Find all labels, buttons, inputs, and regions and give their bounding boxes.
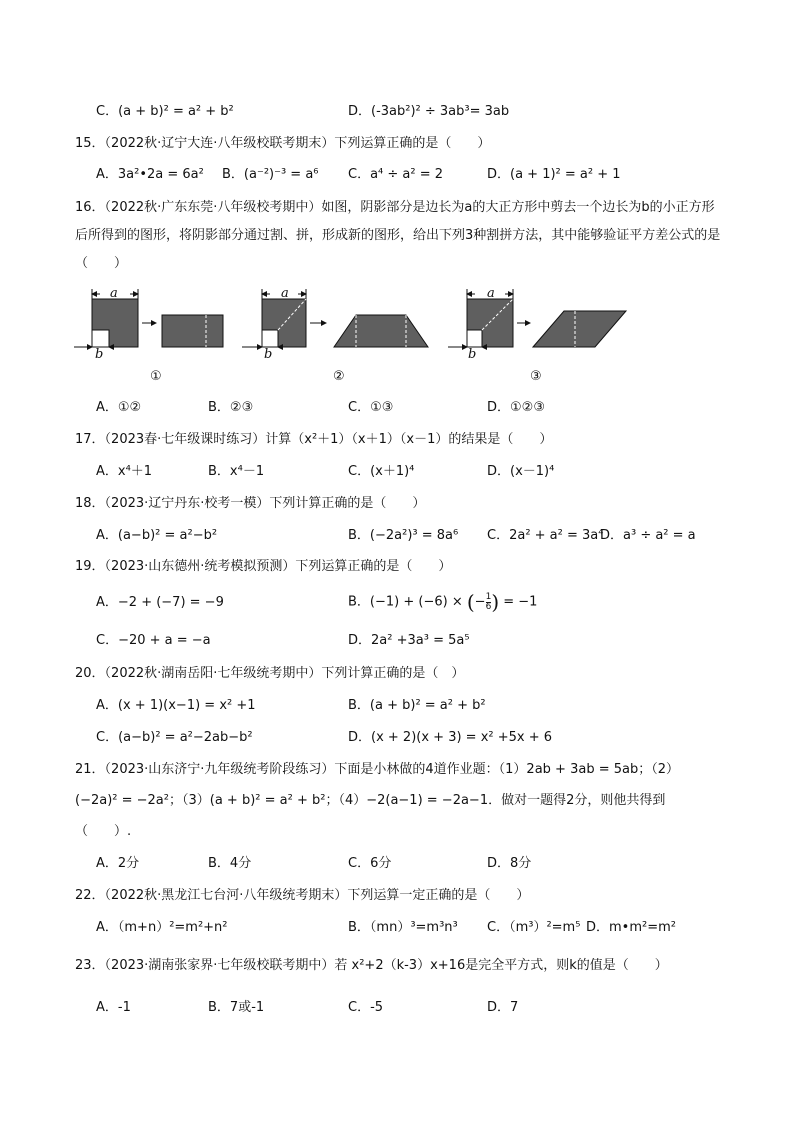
q20-stem: 20．（2022秋·湖南岳阳·七年级统考期中）下列计算正确的是（ ） — [75, 666, 465, 681]
fraction-denominator: 6 — [485, 601, 492, 612]
q18-option-b: B．(−2a²)³ = 8a⁶ — [348, 528, 459, 543]
fig1-label-a: a — [110, 286, 118, 301]
q23-stem: 23．（2023·湖南张家界·七年级校联考期中）若 x²+2（k-3）x+16是完全平方式，则k的值是（ ） — [75, 958, 668, 973]
q17-option-c: C．(x＋1)⁴ — [348, 464, 415, 479]
q18-option-c: C．2a² + a² = 3a⁴ — [487, 528, 604, 543]
q16-figure-3 — [448, 289, 626, 347]
q18-option-d: D．a³ ÷ a² = a — [600, 528, 696, 543]
q16-figures — [70, 285, 650, 375]
q21-option-b: B．4分 — [208, 856, 252, 871]
result-parallelogram — [533, 311, 626, 347]
fig3-label-a: a — [487, 286, 495, 301]
q15-option-b: B．(a⁻²)⁻³ = a⁶ — [222, 167, 319, 182]
cut-square — [92, 330, 109, 347]
fig-label-1: ① — [150, 369, 162, 384]
q23-option-a: A．-1 — [96, 1000, 131, 1015]
fig-label-3: ③ — [530, 369, 542, 384]
q21-option-c: C．6分 — [348, 856, 392, 871]
cut-square — [467, 330, 482, 347]
q20-option-c: C．(a−b)² = a²−2ab−b² — [96, 730, 253, 745]
q17-option-d: D．(x－1)⁴ — [487, 464, 555, 479]
q15-option-d: D．(a + 1)² = a² + 1 — [487, 167, 621, 182]
q19-option-b-suffix: = −1 — [503, 594, 538, 610]
q15-option-a: A．3a²•2a = 6a² — [96, 167, 204, 182]
q21-option-a: A．2分 — [96, 856, 140, 871]
q14-option-c: C．(a + b)² = a² + b² — [96, 104, 234, 119]
q20-option-b: B．(a + b)² = a² + b² — [348, 698, 486, 713]
q22-option-d: D．m•m²=m² — [586, 920, 676, 935]
q16-option-b: B．②③ — [208, 400, 254, 415]
q22-option-c: C．（m³）²=m⁵ — [487, 920, 581, 935]
fig2-label-b: b — [264, 347, 273, 362]
q16-option-d: D．①②③ — [487, 400, 545, 415]
q20-option-a: A．(x + 1)(x−1) = x² +1 — [96, 698, 256, 713]
q22-option-a: A．（m+n）²=m²+n² — [96, 920, 228, 935]
q19-stem: 19．（2023·山东德州·统考模拟预测）下列运算正确的是（ ） — [75, 559, 452, 574]
q23-option-c: C．-5 — [348, 1000, 384, 1015]
q15-option-c: C．a⁴ ÷ a² = 2 — [348, 167, 444, 182]
fig1-label-b: b — [95, 347, 104, 362]
q23-option-d: D．7 — [487, 1000, 519, 1015]
q17-option-b: B．x⁴－1 — [208, 464, 265, 479]
q20-option-d: D．(x + 2)(x + 3) = x² +5x + 6 — [348, 730, 553, 745]
cut-square — [262, 330, 278, 347]
result-trapezoid — [334, 315, 428, 347]
q23-option-b: B．7或-1 — [208, 1000, 265, 1015]
q19-option-a: A．−2 + (−7) = −9 — [96, 595, 224, 610]
q21-stem-line2: (−2a)² = −2a²；（3）(a + b)² = a² + b²；（4）−2(a−1) = −2a−1．做对一题得2分，则他共得到 — [75, 793, 666, 808]
q15-stem: 15．（2022秋·辽宁大连·八年级校联考期末）下列运算正确的是（ ） — [75, 136, 491, 151]
q18-option-a: A．(a−b)² = a²−b² — [96, 528, 218, 543]
fig2-label-a: a — [281, 286, 289, 301]
result-rectangle — [162, 315, 223, 347]
q22-option-b: B．（mn）³=m³n³ — [348, 920, 458, 935]
fig-label-2: ② — [333, 369, 345, 384]
q16-option-c: C．①③ — [348, 400, 394, 415]
q21-option-d: D．8分 — [487, 856, 532, 871]
q19-option-d: D．2a² +3a³ = 5a⁵ — [348, 633, 470, 648]
q19-option-c: C．−20 + a = −a — [96, 633, 211, 648]
q16-stem: 16．（2022秋·广东东莞·八年级校考期中）如图，阴影部分是边长为a的大正方形中剪去一个边长为b的小正方形后所得到的图形，将阴影部分通过割、拼，形成新的图形，给出下列3种割拼方法，其中能够验证平方差公式的是（ ） — [75, 200, 721, 271]
q16-option-a: A．①② — [96, 400, 142, 415]
q21-stem-line3: （ ）. — [75, 824, 132, 839]
q16-figure-2 — [242, 289, 428, 347]
q17-stem: 17．（2023春·七年级课时练习）计算（x²＋1）（x＋1）（x－1）的结果是（ ） — [75, 432, 553, 447]
q21-stem-line1: 21．（2023·山东济宁·九年级统考阶段练习）下面是小林做的4道作业题：（1）2ab + 3ab = 5ab；（2） — [75, 762, 679, 777]
q19-option-b-prefix: B．(−1) + (−6) × — [348, 594, 463, 610]
q16-figure-1 — [74, 289, 223, 347]
q14-option-d: D．(-3ab²)² ÷ 3ab³= 3ab — [348, 104, 510, 119]
q19-option-b: B．(−1) + (−6) × (− $\frac{1}{6}$ ) = −1 — [348, 590, 538, 614]
q18-stem: 18．（2023·辽宁丹东·校考一模）下列计算正确的是（ ） — [75, 496, 426, 511]
fraction-numerator: 1 — [485, 591, 492, 602]
q17-option-a: A．x⁴＋1 — [96, 464, 153, 479]
fig3-label-b: b — [468, 347, 477, 362]
q22-stem: 22．（2022秋·黑龙江七台河·八年级统考期末）下列运算一定正确的是（ ） — [75, 888, 530, 903]
